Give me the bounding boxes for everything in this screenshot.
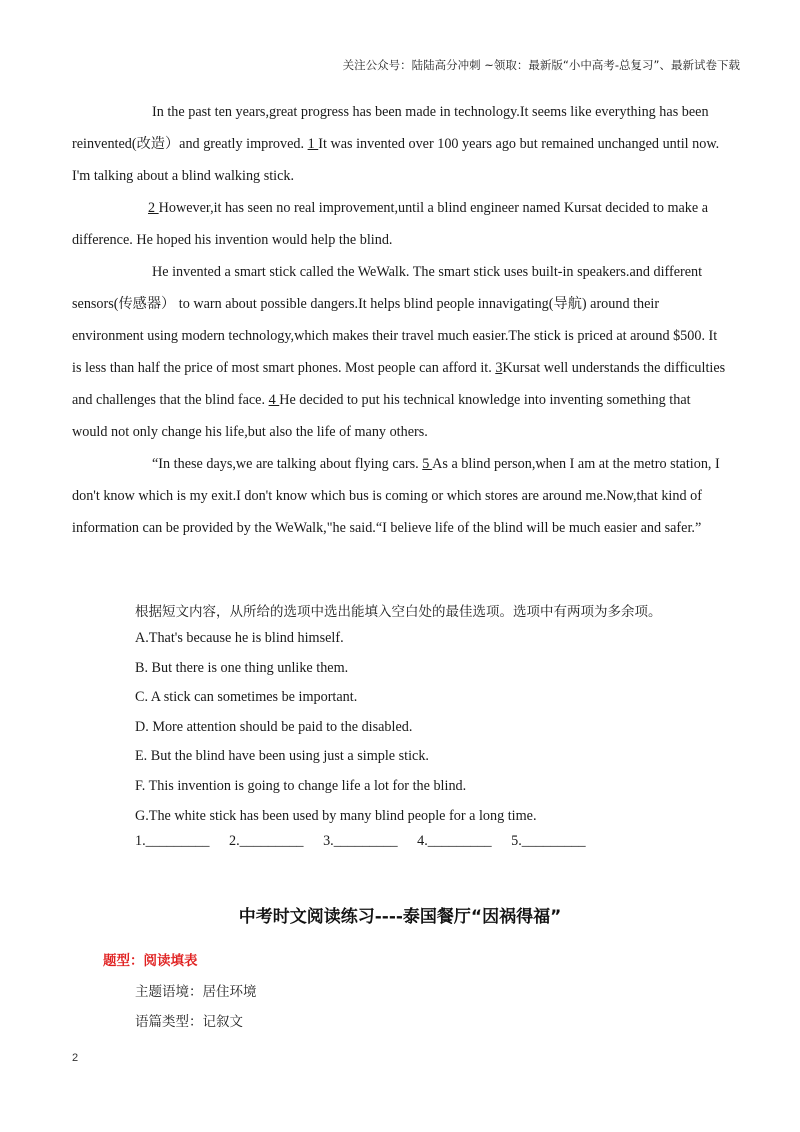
paragraph-1-text-a: In the past ten years,great progress has been made in technology.It seems like everything has been reinvented(改造）and greatly improved.: [72, 104, 709, 152]
paragraph-2-text: However,it has seen no real improvement,until a blind engineer named Kursat decided to make a difference. He hoped his invention would help the blind.: [72, 200, 709, 248]
option-a: A.That's because he is blind himself.: [135, 630, 344, 646]
paragraph-4: [72, 448, 728, 544]
paragraph-2: [72, 192, 728, 256]
paragraph-4-text-b: As a blind person,when I am at the metro station, I don't know which is my exit.I don't know which bus is coming or which stores are around me.Now,that kind of information can be provided by the WeWalk,"he said.“I believe life of the blind will be much easier and safer.”: [72, 456, 720, 536]
section-title: 中考时文阅读练习----泰国餐厅“因祸得福”: [238, 907, 562, 927]
option-d: D. More attention should be paid to the disabled.: [135, 718, 413, 735]
answer-blank-3: 3._________: [323, 833, 398, 849]
blank-2: 2: [148, 200, 159, 216]
page-number: 2: [72, 1052, 79, 1064]
paragraph-3-text-b: Kursat well understands the difficulties and challenges that the blind face.: [72, 360, 726, 408]
instruction-text: 根据短文内容，从所给的选项中选出能填入空白处的最佳选项。选项中有两项为多余项。: [135, 604, 662, 620]
text-genre: 语篇类型：记叙文: [135, 1014, 243, 1030]
question-type-label: 题型：阅读填表: [103, 953, 198, 969]
answer-blank-1: 1._________: [135, 833, 210, 849]
option-b: B. But there is one thing unlike them.: [135, 659, 349, 676]
paragraph-3-text-c: He decided to put his technical knowledge into inventing something that would not only change his life,but also the life of many others.: [72, 392, 691, 440]
blank-5: 5: [422, 456, 433, 472]
option-g: G.The white stick has been used by many blind people for a long time.: [135, 807, 537, 824]
blank-3: 3: [495, 360, 503, 376]
options-list: [135, 624, 735, 831]
option-f: F. This invention is going to change life a lot for the blind.: [135, 777, 467, 794]
blank-4: 4: [268, 392, 280, 408]
answer-blank-4: 4._________: [417, 833, 492, 849]
paragraph-1-text-b: It was invented over 100 years ago but remained unchanged until now. I'm talking about a blind walking stick.: [72, 136, 720, 184]
page-header: 关注公众号：陆陆高分冲刺 ~领取：最新版“小中高考-总复习”、最新试卷下载: [342, 58, 740, 72]
topic-context: 主题语境：居住环境: [135, 984, 257, 1000]
answer-blank-5: 5._________: [511, 833, 586, 849]
paragraph-3: [72, 256, 728, 448]
answer-blanks: [135, 833, 602, 850]
paragraph-4-text-a: “In these days,we are talking about flying cars.: [152, 456, 423, 472]
paragraph-3-text-a: He invented a smart stick called the WeWalk. The smart stick uses built-in speakers.and different sensors(传感器） to warn about possible dangers.It helps blind people innavigating(导航) around their environment using modern technology,which makes their travel much easier.The stick is priced at around $500. It is less than half the price of most smart phones. Most people can afford it.: [72, 264, 718, 376]
answer-blank-2: 2._________: [229, 833, 304, 849]
option-c: C. A stick can sometimes be important.: [135, 689, 358, 706]
option-e: E. But the blind have been using just a simple stick.: [135, 748, 429, 765]
blank-1: 1: [307, 136, 319, 152]
paragraph-1: [72, 96, 728, 192]
passage-body: [72, 96, 728, 544]
